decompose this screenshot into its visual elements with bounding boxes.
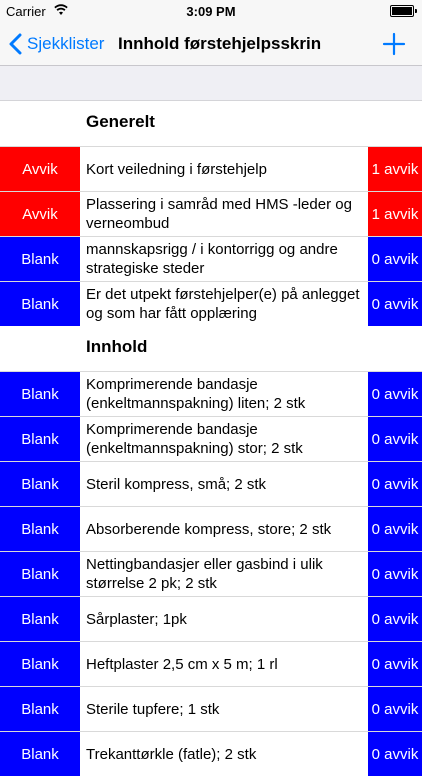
table-row[interactable]: [0, 461, 422, 506]
status-button[interactable]: Avvik: [0, 192, 80, 236]
status-button[interactable]: Blank: [0, 282, 80, 326]
table-row[interactable]: [0, 731, 422, 776]
deviation-count: 1 avvik: [368, 192, 422, 236]
table-row[interactable]: [0, 146, 422, 191]
row-label: Heftplaster 2,5 cm x 5 m; 1 rl: [86, 655, 278, 673]
status-bar: [0, 0, 422, 22]
row-label: Trekanttørkle (fatle); 2 stk: [86, 745, 257, 763]
add-button[interactable]: [380, 30, 408, 58]
table-row[interactable]: [0, 506, 422, 551]
page-title: Innhold førstehjelpsskrin: [118, 34, 322, 53]
back-button[interactable]: [8, 22, 104, 66]
status-button[interactable]: Blank: [0, 462, 80, 506]
checklist-table: [0, 101, 422, 776]
section-title: Innhold: [86, 337, 148, 356]
status-button[interactable]: Blank: [0, 507, 80, 551]
carrier-label: Carrier: [6, 4, 46, 19]
row-label: Er det utpekt førstehjelper(e) på anlegget og som har fått opplæring: [86, 286, 360, 322]
status-button[interactable]: Blank: [0, 372, 80, 416]
row-label: Sterile tupfere; 1 stk: [86, 700, 220, 718]
deviation-count: 0 avvik: [368, 597, 422, 641]
section-header: [0, 101, 422, 146]
row-label: Komprimerende bandasje (enkeltmannspakning) liten; 2 stk: [86, 376, 306, 412]
section-title: Generelt: [86, 112, 155, 131]
row-label: Sårplaster; 1pk: [86, 610, 187, 628]
status-button[interactable]: Blank: [0, 732, 80, 776]
deviation-count: 0 avvik: [368, 237, 422, 281]
status-button[interactable]: Avvik: [0, 147, 80, 191]
deviation-count: 0 avvik: [368, 642, 422, 686]
table-row[interactable]: [0, 596, 422, 641]
table-top-inset: [0, 66, 422, 101]
status-button[interactable]: Blank: [0, 642, 80, 686]
status-button[interactable]: Blank: [0, 237, 80, 281]
status-button[interactable]: Blank: [0, 597, 80, 641]
deviation-count: 0 avvik: [368, 462, 422, 506]
deviation-count: 0 avvik: [368, 687, 422, 731]
row-label: Absorberende kompress, store; 2 stk: [86, 520, 332, 538]
row-label: Steril kompress, små; 2 stk: [86, 475, 267, 493]
row-label: Nettingbandasjer eller gasbind i ulik størrelse 2 pk; 2 stk: [86, 556, 323, 592]
table-row[interactable]: [0, 641, 422, 686]
status-button[interactable]: Blank: [0, 417, 80, 461]
clock: 3:09 PM: [186, 4, 236, 19]
table-row[interactable]: [0, 191, 422, 236]
deviation-count: 0 avvik: [368, 552, 422, 596]
battery-icon: [390, 5, 414, 17]
deviation-count: 0 avvik: [368, 372, 422, 416]
chevron-left-icon: [8, 33, 22, 55]
deviation-count: 0 avvik: [368, 417, 422, 461]
table-row[interactable]: [0, 416, 422, 461]
deviation-count: 0 avvik: [368, 282, 422, 326]
table-row[interactable]: [0, 686, 422, 731]
plus-icon: [380, 30, 408, 58]
back-button-label: Sjekklister: [27, 34, 105, 53]
section-header: [0, 326, 422, 371]
table-row[interactable]: [0, 371, 422, 416]
status-button[interactable]: Blank: [0, 552, 80, 596]
navigation-bar: [0, 22, 422, 66]
table-row[interactable]: [0, 281, 422, 326]
deviation-count: 0 avvik: [368, 507, 422, 551]
row-label: Komprimerende bandasje (enkeltmannspakning) stor; 2 stk: [86, 421, 303, 457]
row-label: mannskapsrigg / i kontorrigg og andre strategiske steder: [86, 241, 338, 277]
deviation-count: 0 avvik: [368, 732, 422, 776]
row-label: Kort veiledning i førstehjelp: [86, 160, 267, 178]
status-button[interactable]: Blank: [0, 687, 80, 731]
table-row[interactable]: [0, 236, 422, 281]
deviation-count: 1 avvik: [368, 147, 422, 191]
row-label: Plassering i samråd med HMS -leder og verneombud: [86, 196, 352, 232]
table-row[interactable]: [0, 551, 422, 596]
